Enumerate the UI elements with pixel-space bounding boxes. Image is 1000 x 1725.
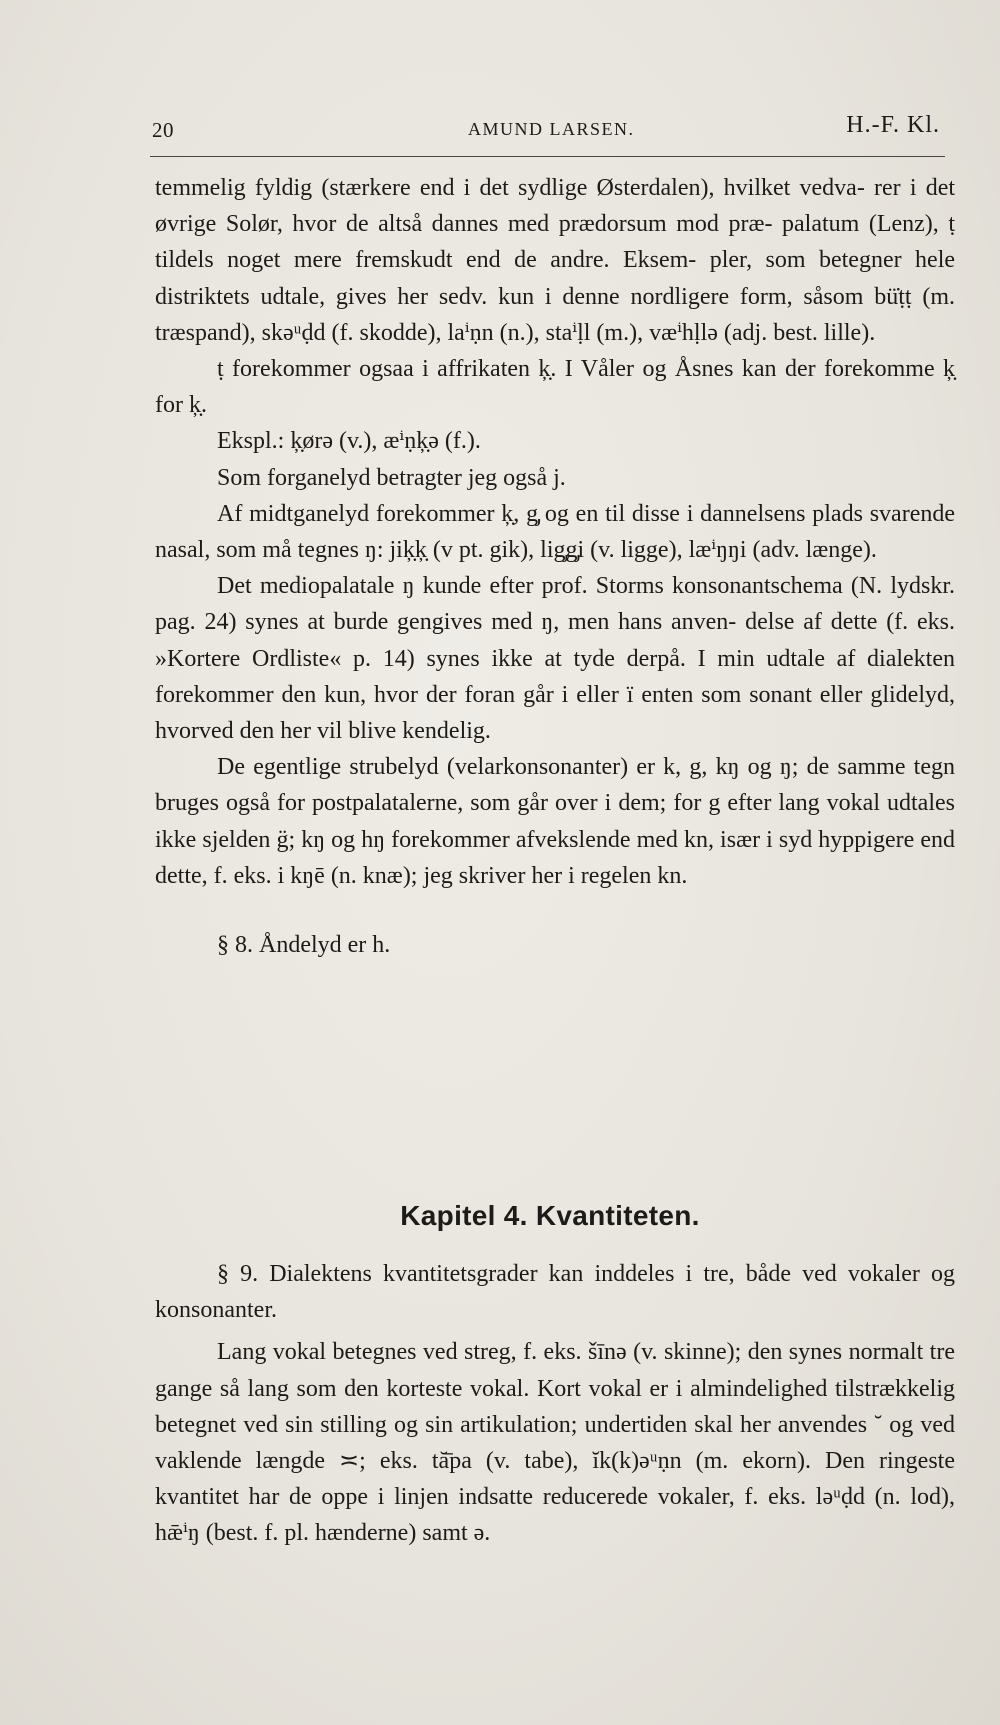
main-text <box>155 170 955 963</box>
text-line: Det mediopalatale ŋ kunde efter prof. Storms konsonantschema <box>217 573 851 600</box>
text-line: undertiden skal her anvendes ˘ og ved vaklende længde ≍; eks. tă̄pa <box>155 1411 955 1475</box>
series-label: H.-F. Kl. <box>846 112 940 138</box>
paragraph <box>155 1334 955 1551</box>
section-paragraph <box>155 1256 955 1328</box>
text-line: vokaler og konsonanter. <box>155 1261 955 1324</box>
text-line: forekomme ķ̣ for ķ̣. <box>155 356 956 419</box>
text-line: derpå. I min udtale af dialekten forekommer den kun, hvor der foran <box>155 645 955 708</box>
text-line: samme tegn bruges også for postpalatalerne, som går over i dem; for <box>155 754 955 817</box>
text-line: delse af dette (f. eks. »Kortere Ordliste« p. 14) synes ikke at tyde <box>155 609 955 672</box>
text-line: g efter lang vokal udtales ikke sjelden g̈; kŋ og hŋ forekommer afvekslende <box>155 790 955 853</box>
text-line: kendelig. <box>402 718 491 745</box>
text-line: (N. lydskr. pag. 24) synes at burde gengives med ŋ, men hans anven- <box>155 573 956 636</box>
text-line: § 9. Dialektens kvantitetsgrader kan inddeles i tre, både ved <box>217 1261 848 1287</box>
section-paragraph <box>155 927 955 963</box>
text-line: palatum (Lenz), ṭ tildels noget mere fremskudt end de andre. Eksem- <box>155 211 956 274</box>
text-line: pl. hænderne) samt ə. <box>284 1520 491 1547</box>
text-line: med kn, især i syd hyppigere end dette, f. eks. i kŋē (n. knæ); jeg <box>155 826 956 889</box>
text-line: pler, som betegner hele distriktets udtale, gives her sedv. kun i denne <box>155 247 956 310</box>
text-line: § 8. Åndelyd er h. <box>217 932 391 959</box>
paragraph <box>155 170 955 351</box>
chapter-text <box>155 1256 955 1552</box>
text-line: De egentlige strubelyd (velarkonsonanter) er k, g, kŋ og ŋ; de <box>217 754 838 781</box>
text-line: nordligere form, såsom bü̇ṭṭ (m. træspand), skəᵘḍd (f. skodde), laⁱṇn <box>155 283 955 346</box>
text-line: plads svarende nasal, som må tegnes ŋ: jiķ̣ķ̣ (v pt. gik), lig̡g̡i (v. ligge), <box>155 500 956 564</box>
text-line: Som forganelyd betragter jeg også j. <box>217 464 566 491</box>
text-line: rer i det øvrige Solør, hvor de altså dannes med prædorsum mod præ- <box>155 175 956 238</box>
paragraph <box>155 460 955 496</box>
running-title: AMUND LARSEN. <box>468 119 635 139</box>
text-line: linjen indsatte reducerede vokaler, f. eks. ləᵘḍd (n. lod), hǣⁱŋ (best. f. <box>155 1484 956 1547</box>
paragraph <box>155 749 955 894</box>
text-line: Lang vokal betegnes ved streg, f. eks. šīnə (v. skinne); den synes <box>217 1339 849 1366</box>
paragraph <box>155 568 955 749</box>
text-line: (v. tabe), ĭk(k)əᵘṇn (m. ekorn). Den ringeste kvantitet har de oppe i <box>155 1448 955 1511</box>
text-line: ṭ forekommer ogsaa i affrikaten ķ̣. I Våler og Åsnes kan der <box>217 356 824 383</box>
chapter-heading: Kapitel 4. Kvantiteten. <box>400 1200 700 1231</box>
text-line: skriver her i regelen kn. <box>458 862 688 889</box>
paragraph <box>155 423 955 459</box>
text-line: (n.), staⁱḷl (m.), væⁱhḷlə (adj. best. lille). <box>499 319 876 346</box>
text-line: Af midtganelyd forekommer ķ̣, g̡ og en til disse i dannelsens <box>217 500 813 527</box>
page-number: 20 <box>152 118 174 142</box>
text-line: læⁱŋŋi (adv. længe). <box>688 537 877 564</box>
header-rule <box>150 156 945 157</box>
text-line: temmelig fyldig (stærkere end i det sydlige Østerdalen), hvilket vedva- <box>155 175 865 201</box>
running-header <box>150 112 950 142</box>
text-line: går i eller ï enten som sonant eller glidelyd, hvorved den her vil blive <box>155 681 955 745</box>
text-line: almindelighed tilstrækkelig betegnet ved sin stilling og sin artikulation; <box>155 1375 955 1438</box>
paragraph <box>155 496 955 568</box>
text-line: Ekspl.: ķ̣ørə (v.), æⁱṇķ̣ə (f.). <box>217 428 481 455</box>
text-line: normalt tre gange så lang som den korteste vokal. Kort vokal er i <box>155 1339 955 1402</box>
paragraph <box>155 351 955 423</box>
